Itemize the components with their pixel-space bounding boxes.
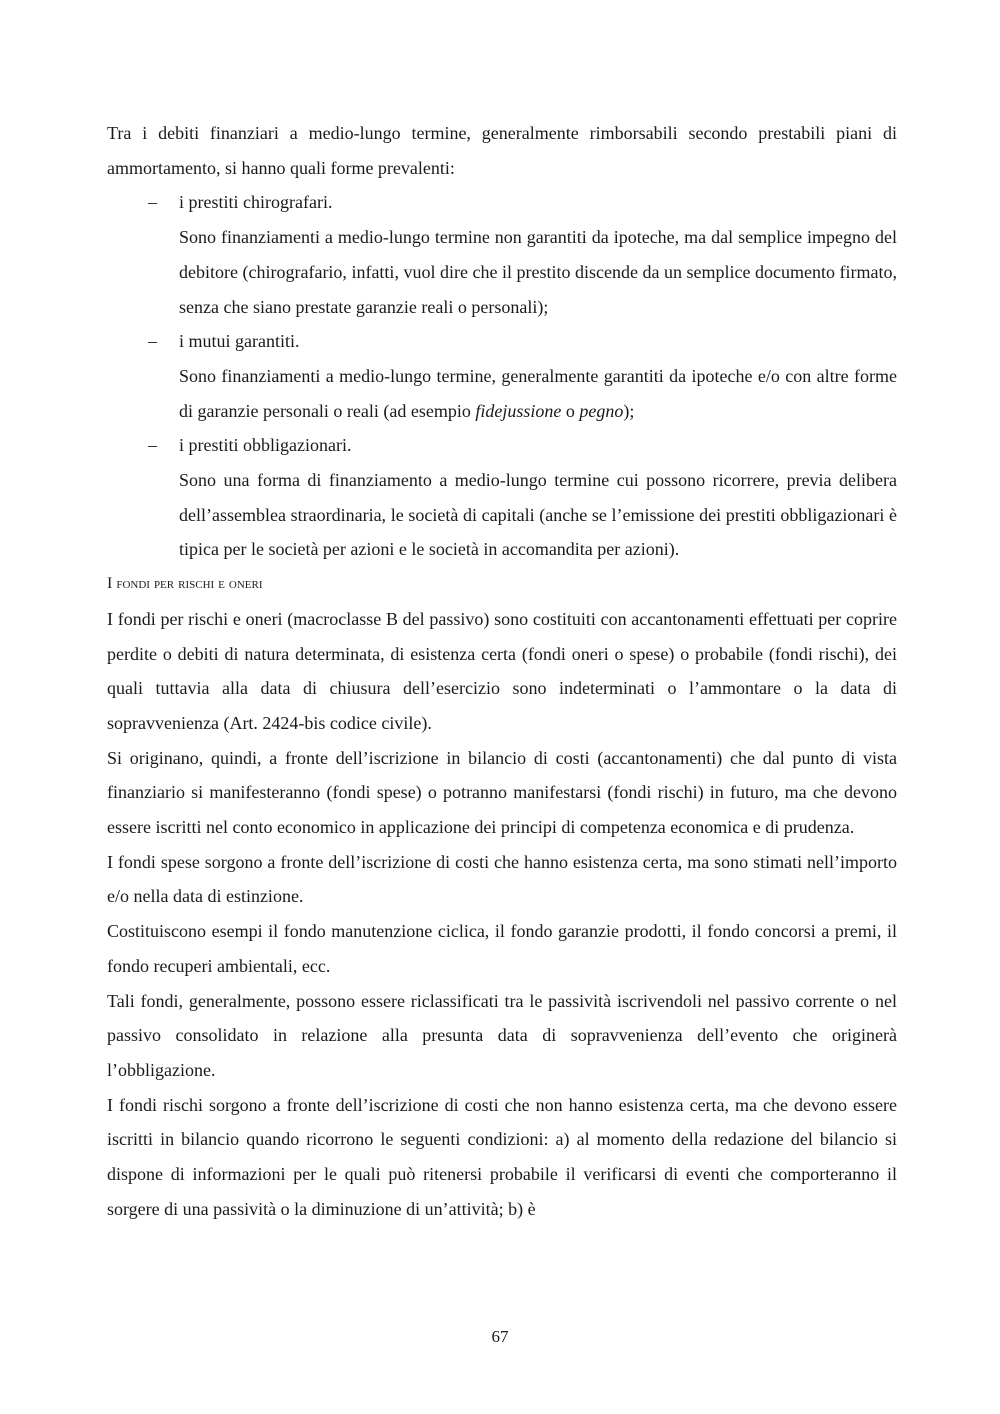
list-item (107, 185, 897, 324)
list-dash: – (148, 435, 157, 456)
page-number: 67 (491, 1327, 509, 1346)
list-dash: – (148, 192, 157, 213)
paragraph: Tali fondi, generalmente, possono essere riclassificati tra le passività iscrivendoli nel passivo corrente o nel passivo consolidato in relazione alla presunta data di sopravvenienza dell’evento che originerà l’obbligazione. (107, 990, 897, 1080)
text-segment: o (561, 400, 580, 421)
paragraph: Si originano, quindi, a fronte dell’iscrizione in bilancio di costi (accantonamenti) che dal punto di vista finanziario si manifesteranno (fondi spese) o potranno manifestarsi (fondi rischi) in futuro, ma che devono essere iscritti nel conto economico in applicazione dei principi di competenza economica e di prudenza. (107, 747, 897, 838)
italic-term: fidejussione (475, 400, 562, 421)
document-body (107, 116, 897, 1227)
list-item-title: i prestiti chirografari. (179, 192, 333, 213)
text-segment: ); (623, 400, 635, 421)
list-item-title: i mutui garantiti. (179, 331, 300, 352)
paragraph: I fondi spese sorgono a fronte dell’iscrizione di costi che hanno esistenza certa, ma sono stimati nell’importo e/o nella data di estinzione. (107, 851, 897, 907)
list-item-text: Sono finanziamenti a medio-lungo termine non garantiti da ipoteche, ma dal semplice impegno del debitore (chirografario, infatti, vuol dire che il prestito discende da un semplice documento firmato, senza che siano prestate garanzie reali o personali); (179, 227, 897, 317)
text-segment: Sono finanziamenti a medio-lungo termine, generalmente garantiti da ipoteche e/o con altre forme di garanzie personali o reali (ad esempio (179, 365, 897, 421)
list-item-text (179, 359, 897, 428)
list-item-title: i prestiti obbligazionari. (179, 435, 352, 456)
debt-forms-list (107, 185, 897, 567)
section-heading: I fondi per rischi e oneri (107, 575, 263, 593)
italic-term: pegno (579, 400, 624, 421)
paragraph: I fondi per rischi e oneri (macroclasse B del passivo) sono costituiti con accantonamenti effettuati per coprire perdite o debiti di natura determinata, di esistenza certa (fondi oneri o spese) o probabile (fondi rischi), dei quali tuttavia alla data di chiusura dell’esercizio sono indeterminati o l’ammontare o la data di sopravvenienza (Art. 2424-bis codice civile). (107, 608, 897, 733)
paragraph: Costituiscono esempi il fondo manutenzione ciclica, il fondo garanzie prodotti, il fondo concorsi a premi, il fondo recuperi ambientali, ecc. (107, 921, 897, 976)
intro-paragraph: Tra i debiti finanziari a medio-lungo termine, generalmente rimborsabili secondo prestabili piani di ammortamento, si hanno quali forme prevalenti: (107, 123, 897, 178)
list-item (107, 428, 897, 567)
list-item (107, 324, 897, 428)
list-dash: – (148, 331, 157, 352)
list-item-text: Sono una forma di finanziamento a medio-lungo termine cui possono ricorrere, previa delibera dell’assemblea straordinaria, le società di capitali (anche se l’emissione dei prestiti obbligazionari è tipica per le società per azioni e le società in accomandita per azioni). (179, 470, 897, 560)
paragraph: I fondi rischi sorgono a fronte dell’iscrizione di costi che non hanno esistenza certa, ma che devono essere iscritti in bilancio quando ricorrono le seguenti condizioni: a) al momento della redazione del bilancio si dispone di informazioni per le quali può ritenersi probabile il verificarsi di eventi che comporteranno il sorgere di una passività o la diminuzione di un’attività; b) è (107, 1094, 897, 1219)
